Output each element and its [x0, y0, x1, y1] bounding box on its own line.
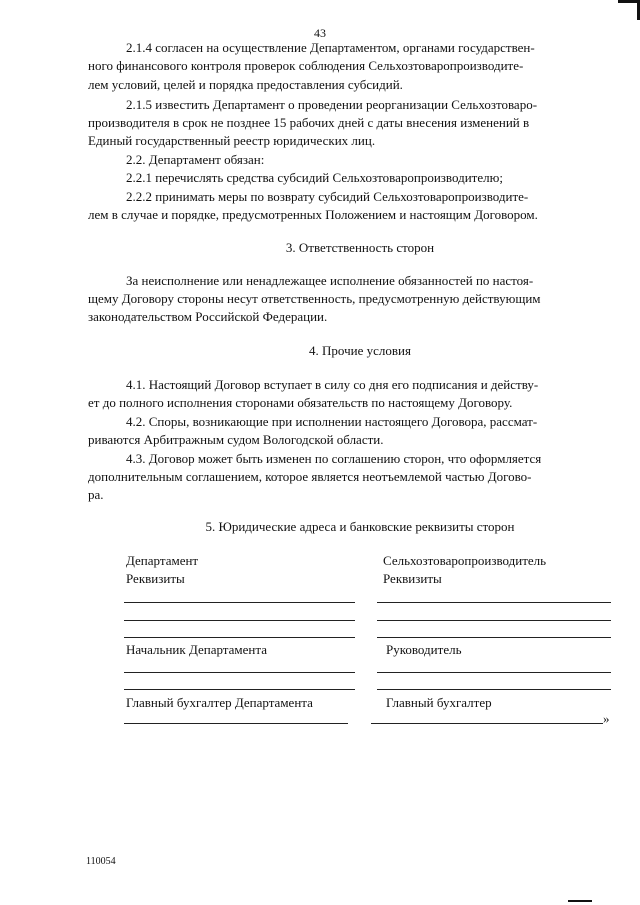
clause-4-3-line-3: ра. — [88, 487, 104, 502]
footer-code: 110054 — [86, 856, 116, 867]
right-accountant-signature-line — [371, 723, 603, 724]
right-details-line-3 — [377, 637, 611, 638]
left-head-signature-line-1 — [124, 672, 355, 673]
right-head-signature-line-1 — [377, 672, 611, 673]
section-3-line-2: щему Договору стороны несут ответственность, предусмотренную действующим — [88, 291, 541, 306]
right-details-line-1 — [377, 602, 611, 603]
clause-2-2-2-line-1: 2.2.2 принимать меры по возврату субсидий Сельхозтоваропроизводите- — [126, 189, 529, 204]
clause-4-2-line-1: 4.2. Споры, возникающие при исполнении настоящего Договора, рассмат- — [126, 414, 538, 429]
right-party-name: Сельхозтоваропроизводитель — [383, 553, 547, 568]
clause-2-1-5-line-1: 2.1.5 известить Департамент о проведении реорганизации Сельхозтоваро- — [126, 97, 538, 112]
left-party-name: Департамент — [126, 553, 199, 568]
left-details-line-1 — [124, 602, 355, 603]
left-accountant-title: Главный бухгалтер Департамента — [126, 695, 313, 710]
bottom-right-mark — [568, 900, 592, 902]
section-3-line-1: За неисполнение или ненадлежащее исполнение обязанностей по настоя- — [126, 273, 534, 288]
left-details-line-2 — [124, 620, 355, 621]
clause-2-2-1: 2.2.1 перечислять средства субсидий Сельхозтоваропроизводителю; — [126, 170, 503, 185]
clause-2-1-4-line-2: ного финансового контроля проверок соблюдения Сельхозтоваропроизводите- — [88, 58, 524, 73]
left-accountant-signature-line — [124, 723, 348, 724]
clause-4-1-line-1: 4.1. Настоящий Договор вступает в силу со дня его подписания и действу- — [126, 377, 539, 392]
right-accountant-title: Главный бухгалтер — [386, 695, 492, 710]
right-details-line-2 — [377, 620, 611, 621]
right-head-signature-line-2 — [377, 689, 611, 690]
page-number: 43 — [314, 26, 326, 40]
closing-quote: » — [603, 711, 610, 726]
clause-4-2-line-2: риваются Арбитражным судом Вологодской области. — [88, 432, 384, 447]
section-4-heading: 4. Прочие условия — [309, 343, 411, 358]
section-5-heading: 5. Юридические адреса и банковские реквизиты сторон — [205, 519, 515, 534]
clause-4-1-line-2: ет до полного исполнения сторонами обязательств по настоящему Договору. — [88, 395, 513, 410]
section-3-heading: 3. Ответственность сторон — [285, 240, 435, 255]
clause-2-1-4-line-1: 2.1.4 согласен на осуществление Департаментом, органами государствен- — [126, 40, 535, 55]
clause-4-3-line-2: дополнительным соглашением, которое является неотъемлемой частью Догово- — [88, 469, 532, 484]
right-party-details: Реквизиты — [383, 571, 442, 586]
clause-2-1-5-line-3: Единый государственный реестр юридических лиц. — [88, 133, 376, 148]
left-details-line-3 — [124, 637, 355, 638]
right-head-title: Руководитель — [386, 642, 462, 657]
clause-2-1-4-line-3: лем условий, целей и порядка предоставления субсидий. — [88, 77, 403, 92]
left-head-title: Начальник Департамента — [126, 642, 267, 657]
clause-2-1-5-line-2: производителя в срок не позднее 15 рабочих дней с даты внесения изменений в — [88, 115, 530, 130]
clause-2-2: 2.2. Департамент обязан: — [126, 152, 265, 167]
clause-4-3-line-1: 4.3. Договор может быть изменен по соглашению сторон, что оформляется — [126, 451, 542, 466]
clause-2-2-2-line-2: лем в случае и порядке, предусмотренных Положением и настоящим Договором. — [88, 207, 538, 222]
left-party-details: Реквизиты — [126, 571, 185, 586]
section-3-line-3: законодательством Российской Федерации. — [88, 309, 328, 324]
left-head-signature-line-2 — [124, 689, 355, 690]
